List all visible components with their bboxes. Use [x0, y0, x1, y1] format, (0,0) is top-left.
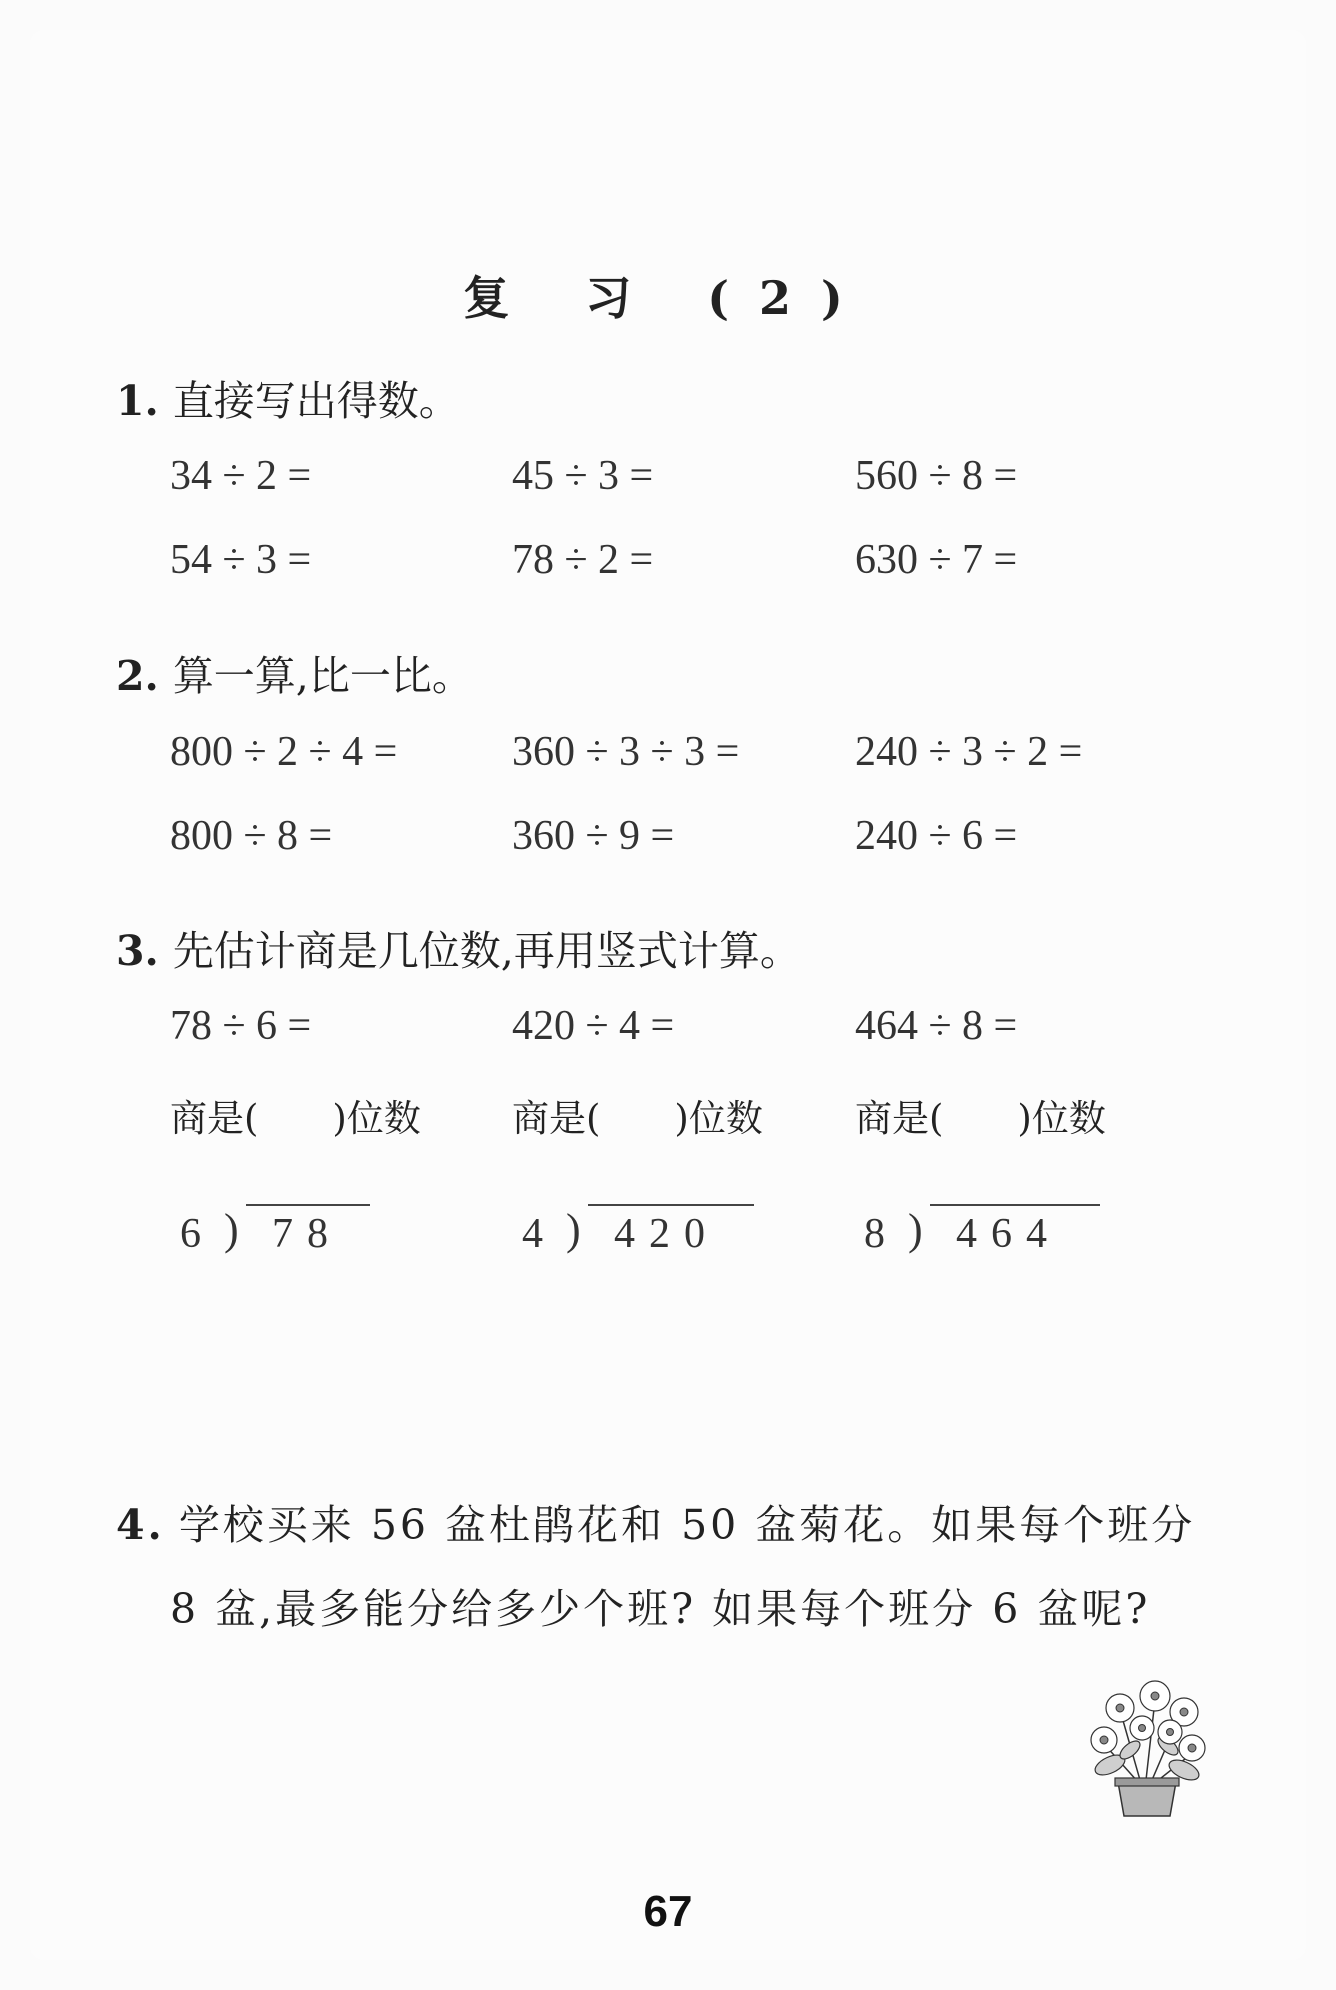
flower-pot-icon	[1080, 1670, 1210, 1820]
page-title: 复 习 (2)	[463, 271, 873, 325]
q2-expr-5: 360 ÷ 9 =	[512, 813, 675, 859]
division-bracket: )	[566, 1205, 581, 1254]
question-3-text: 先估计商是几位数,再用竖式计算。	[172, 927, 801, 975]
question-3-heading	[116, 918, 801, 977]
page-number: 67	[643, 1887, 693, 1936]
question-4-heading	[116, 1492, 1195, 1551]
q2-expr-1: 800 ÷ 2 ÷ 4 =	[170, 729, 398, 775]
q2-expr-3: 240 ÷ 3 ÷ 2 =	[855, 729, 1083, 775]
long-division-2	[522, 1200, 752, 1270]
q3-digit-count-3: 商是( )位数	[855, 1097, 1106, 1140]
question-2-heading	[116, 643, 473, 702]
q1-expr-3: 560 ÷ 8 =	[855, 453, 1018, 499]
q2-expr-4: 800 ÷ 8 =	[170, 813, 333, 859]
long-division-3	[864, 1200, 1094, 1270]
question-1-heading	[116, 368, 460, 427]
dividend: 78	[272, 1211, 342, 1257]
question-1-text: 直接写出得数。	[172, 377, 460, 425]
q3-expr-1: 78 ÷ 6 =	[170, 1003, 312, 1049]
q3-expr-2: 420 ÷ 4 =	[512, 1003, 675, 1049]
q2-expr-6: 240 ÷ 6 =	[855, 813, 1018, 859]
dividend: 464	[956, 1211, 1061, 1257]
question-2-number: 2.	[116, 652, 159, 700]
question-3-number: 3.	[116, 927, 159, 975]
division-bracket: )	[908, 1205, 923, 1254]
division-bar	[930, 1204, 1100, 1206]
dividend: 420	[614, 1211, 719, 1257]
q1-expr-2: 45 ÷ 3 =	[512, 453, 654, 499]
divisor: 6	[180, 1211, 201, 1257]
q1-expr-5: 78 ÷ 2 =	[512, 537, 654, 583]
long-division-1	[180, 1200, 370, 1270]
divisor: 4	[522, 1211, 543, 1257]
question-4-number: 4.	[116, 1501, 165, 1549]
q1-expr-4: 54 ÷ 3 =	[170, 537, 312, 583]
divisor: 8	[864, 1211, 885, 1257]
question-1-number: 1.	[116, 377, 159, 425]
q1-expr-1: 34 ÷ 2 =	[170, 453, 312, 499]
q3-digit-count-1: 商是( )位数	[170, 1097, 421, 1140]
q3-expr-3: 464 ÷ 8 =	[855, 1003, 1018, 1049]
q2-expr-2: 360 ÷ 3 ÷ 3 =	[512, 729, 740, 775]
question-2-text: 算一算,比一比。	[172, 652, 473, 700]
division-bracket: )	[224, 1205, 239, 1254]
q1-expr-6: 630 ÷ 7 =	[855, 537, 1018, 583]
division-bar	[588, 1204, 754, 1206]
division-bar	[246, 1204, 370, 1206]
question-4-line-2: 8 盆,最多能分给多少个班? 如果每个班分 6 盆呢?	[170, 1585, 1151, 1633]
q3-digit-count-2: 商是( )位数	[512, 1097, 763, 1140]
question-4-line-1: 学校买来 56 盆杜鹃花和 50 盆菊花。如果每个班分	[178, 1501, 1196, 1549]
